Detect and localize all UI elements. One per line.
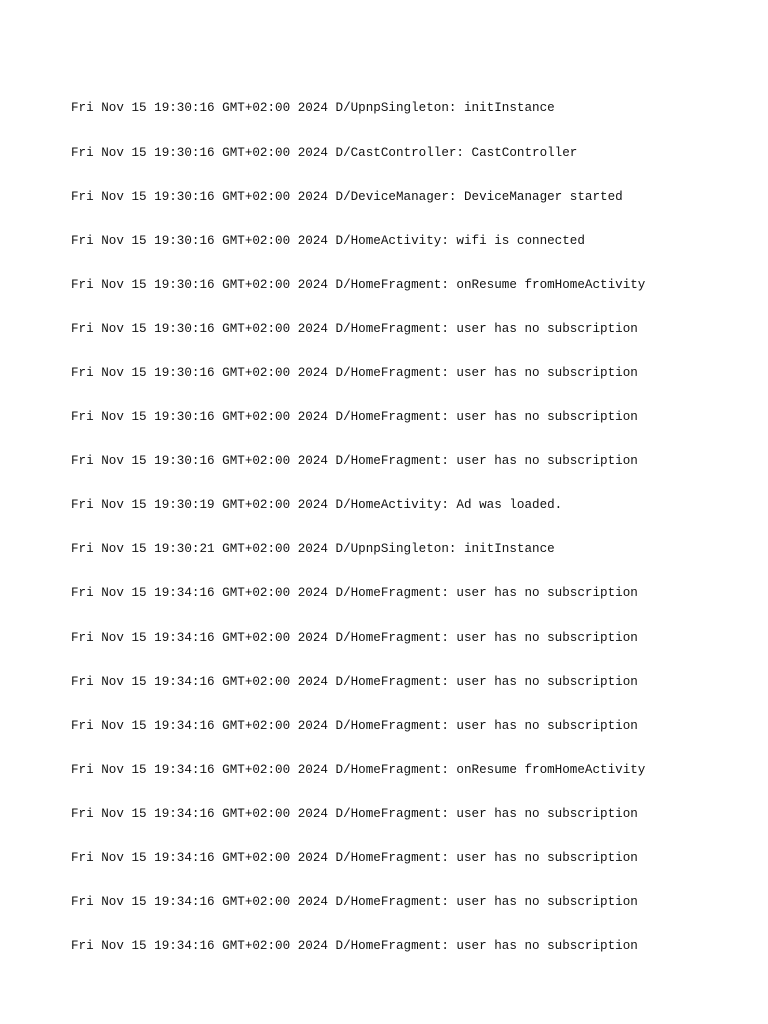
log-line: Fri Nov 15 19:30:16 GMT+02:00 2024 D/CastController: CastController xyxy=(71,145,578,160)
log-line: Fri Nov 15 19:34:16 GMT+02:00 2024 D/HomeFragment: user has no subscription xyxy=(71,939,638,954)
log-line: Fri Nov 15 19:34:16 GMT+02:00 2024 D/HomeFragment: user has no subscription xyxy=(71,630,638,645)
log-line: Fri Nov 15 19:34:16 GMT+02:00 2024 D/HomeFragment: user has no subscription xyxy=(71,674,638,689)
log-output xyxy=(71,72,751,969)
log-line: Fri Nov 15 19:30:16 GMT+02:00 2024 D/HomeFragment: user has no subscription xyxy=(71,454,638,469)
log-line: Fri Nov 15 19:30:16 GMT+02:00 2024 D/HomeFragment: user has no subscription xyxy=(71,365,638,380)
log-line: Fri Nov 15 19:30:21 GMT+02:00 2024 D/UpnpSingleton: initInstance xyxy=(71,542,555,557)
log-line: Fri Nov 15 19:34:16 GMT+02:00 2024 D/HomeFragment: user has no subscription xyxy=(71,851,638,865)
log-line: Fri Nov 15 19:30:16 GMT+02:00 2024 D/UpnpSingleton: initInstance xyxy=(71,101,555,116)
log-line: Fri Nov 15 19:30:16 GMT+02:00 2024 D/HomeFragment: user has no subscription xyxy=(71,410,638,425)
log-line: Fri Nov 15 19:30:16 GMT+02:00 2024 D/HomeFragment: user has no subscription xyxy=(71,321,638,336)
log-line: Fri Nov 15 19:34:16 GMT+02:00 2024 D/HomeFragment: user has no subscription xyxy=(71,718,638,733)
log-line: Fri Nov 15 19:34:16 GMT+02:00 2024 D/HomeFragment: onResume fromHomeActivity xyxy=(71,762,646,777)
log-line: Fri Nov 15 19:30:16 GMT+02:00 2024 D/HomeFragment: onResume fromHomeActivity xyxy=(71,277,646,292)
log-line: Fri Nov 15 19:34:16 GMT+02:00 2024 D/HomeFragment: user has no subscription xyxy=(71,806,638,821)
log-line: Fri Nov 15 19:30:19 GMT+02:00 2024 D/HomeActivity: Ad was loaded. xyxy=(71,498,563,513)
log-line: Fri Nov 15 19:34:16 GMT+02:00 2024 D/HomeFragment: user has no subscription xyxy=(71,895,638,910)
log-line: Fri Nov 15 19:30:16 GMT+02:00 2024 D/DeviceManager: DeviceManager started xyxy=(71,189,623,204)
log-line: Fri Nov 15 19:30:16 GMT+02:00 2024 D/HomeActivity: wifi is connected xyxy=(71,233,585,248)
log-line: Fri Nov 15 19:34:16 GMT+02:00 2024 D/HomeFragment: user has no subscription xyxy=(71,586,638,601)
